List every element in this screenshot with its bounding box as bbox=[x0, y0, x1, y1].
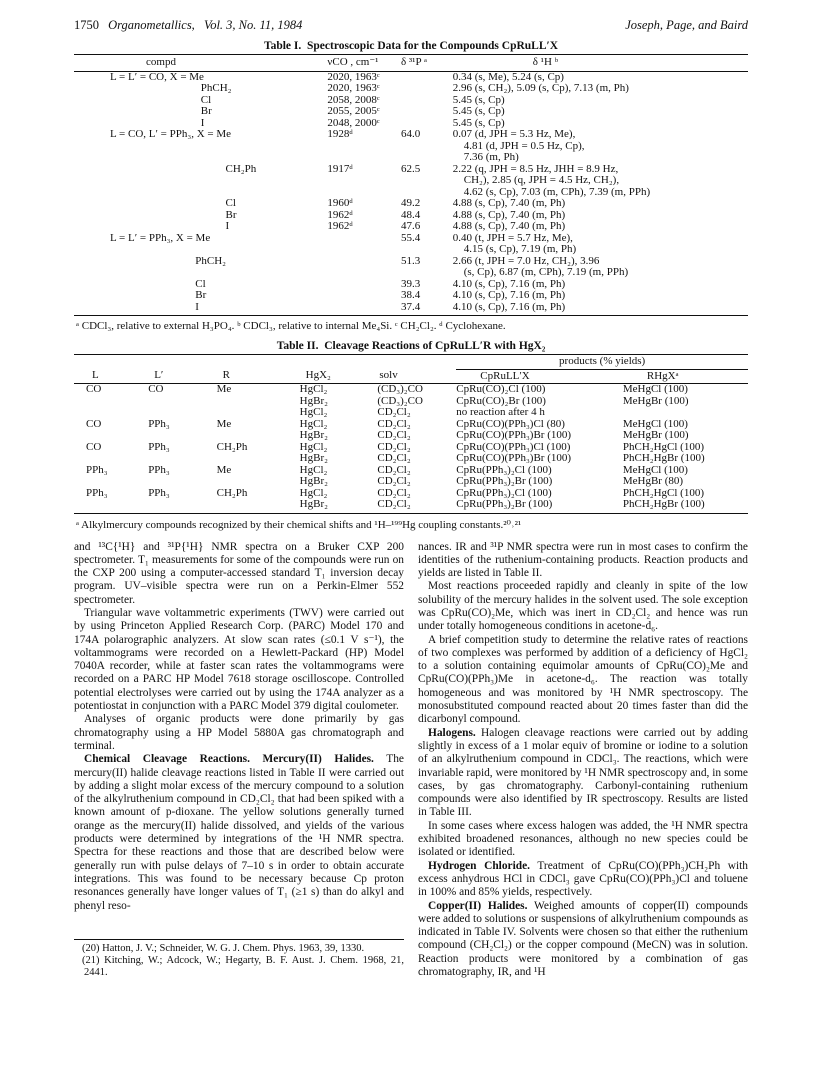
table2-row bbox=[74, 430, 748, 442]
table1-row bbox=[74, 233, 748, 256]
table2-cell: CpRu(CO)(PPh₃)Br (100) bbox=[456, 452, 572, 464]
reference: (20) Hatton, J. V.; Schneider, W. G. J. Chem. Phys. 1963, 39, 1330. bbox=[82, 942, 365, 954]
table2-cell bbox=[74, 396, 136, 408]
table1-cell: 1962ᵈ bbox=[327, 220, 353, 232]
table2-cell: MeHgBr (100) bbox=[622, 429, 689, 441]
table1-cell: 55.4 bbox=[400, 231, 421, 244]
table2-cell bbox=[74, 453, 136, 465]
table2-cell bbox=[205, 396, 288, 408]
table1-cell: 47.6 bbox=[400, 220, 421, 232]
table1-cell: 64.0 bbox=[400, 128, 421, 140]
table1-cell: 2.66 (t, JPH = 7.0 Hz, CH₂), 3.96 (s, Cp), 6.87 (m, CPh), 7.19 (m, PPh) bbox=[452, 254, 629, 278]
table2-cell: CpRu(CO)(PPh₃)Cl (100) bbox=[456, 440, 571, 453]
table2-cell: MeHgBr (80) bbox=[622, 475, 684, 487]
section-heading: Copper(II) Halides. bbox=[428, 899, 528, 912]
table1-cell bbox=[327, 233, 401, 256]
table2-cell: Me bbox=[216, 383, 232, 395]
table2-cell bbox=[136, 430, 204, 442]
table1-cell: Br bbox=[110, 208, 237, 221]
table2-cell bbox=[74, 476, 136, 488]
section-heading: Chemical Cleavage Reactions. Mercury(II) Halides. bbox=[84, 753, 374, 766]
table1-cell: 4.88 (s, Cp), 7.40 (m, Ph) bbox=[452, 220, 566, 232]
running-header bbox=[74, 18, 748, 36]
table2-cell: PPh₃ bbox=[86, 463, 108, 476]
reference: (21) Kitching, W.; Adcock, W.; Hegarty, B. F. Aust. J. Chem. 1968, 21, 2441. bbox=[82, 954, 404, 978]
table2-cell: CD₂Cl₂ bbox=[361, 499, 456, 513]
table2-cell: PhCH₂HgCl (100) bbox=[622, 440, 705, 453]
table2-cell: HgBr₂ bbox=[299, 394, 328, 407]
table1-cell: PhCH₂ bbox=[110, 82, 232, 94]
table2-cell: PhCH₂HgBr (100) bbox=[623, 499, 748, 513]
table2-cell bbox=[205, 430, 288, 442]
table1-cell: 5.45 (s, Cp) bbox=[452, 105, 505, 117]
table2-cell: HgBr₂ bbox=[299, 475, 328, 487]
table2-cell: CH₂Ph bbox=[216, 440, 248, 453]
table1-cell: Cl bbox=[110, 277, 206, 290]
table1-cell: I bbox=[110, 220, 230, 232]
table1-cell bbox=[401, 106, 453, 118]
table2-cell: PhCH₂HgCl (100) bbox=[622, 486, 705, 499]
table1-header-cell: δ ¹H ᵇ bbox=[453, 55, 748, 72]
table2-cell bbox=[136, 499, 204, 513]
table2-cell: MeHgBr (100) bbox=[622, 394, 689, 407]
table2-cell bbox=[136, 453, 204, 465]
journal-name: Organometallics, bbox=[108, 18, 195, 32]
paragraph: Copper(II) Halides. Weighed amounts of copper(II) compounds were added to solutions or suspensions of alkylruthenium compounds as indicated in Table IV. Solvents were chosen so that either the ruthenium compound (CH₂Cl₂) or the copper compound (MeCN) was in solution. Reaction products were monitored by a combination of gas chromatography, IR, and ¹H bbox=[418, 899, 748, 978]
table1-footnote: ᵃ CDCl₃, relative to external H₃PO₄. ᵇ CDCl₃, relative to internal Me₄Si. ᶜ CH₂Cl₂. ᵈ Cyclohexane. bbox=[76, 320, 506, 332]
table2-cell: CO bbox=[86, 383, 102, 395]
table2-cell bbox=[136, 396, 204, 408]
table1-cell bbox=[327, 279, 401, 291]
table2-cell: PPh₃ bbox=[148, 440, 170, 453]
table1-cell: 0.34 (s, Me), 5.24 (s, Cp) bbox=[452, 70, 564, 83]
table2-cell: MeHgCl (100) bbox=[622, 383, 688, 395]
table1-row bbox=[74, 106, 748, 118]
table2-cell: CD₂Cl₂ bbox=[377, 452, 411, 464]
paragraph: Analyses of organic products were done primarily by gas chromatography using a HP Model 5880A gas chromatograph and terminal. bbox=[74, 713, 404, 752]
table2-cell bbox=[205, 407, 288, 419]
paragraph: Chemical Cleavage Reactions. Mercury(II) Halides. The mercury(II) halide cleavage reactions listed in Table II were carried out by adding a slight molar excess of the mercury compound to a solution of the alkylruthenium compound in CD₂Cl₂ that had been spiked with a known amount of p-dioxane. The yellow solutions generally turned orange as the mercury(II) halide dissolved, and yields of the various products were determined by integrations of the ¹H NMR spectra. Spectra for these reactions and those that are described below were generally run with pulse delays of 7–10 s in order to obtain accurate integrations. This was found to be necessary because Cp proton resonances generally have longer values of T₁ (≥1 s) than do alkyl and phenyl reso- bbox=[74, 753, 404, 912]
paragraph: and ¹³C{¹H} and ³¹P{¹H} NMR spectra on a Bruker CXP 200 spectrometer. T₁ measurements for some of the compounds were run on the CXP 200 using a computer-accessed standard T₁ inversion decay program. UV–visible spectra were run on a Perkin-Elmer 552 spectrometer. bbox=[74, 540, 404, 606]
table1-row bbox=[74, 164, 748, 199]
table2-cell: PPh₃ bbox=[148, 486, 170, 499]
table2-header-cell: RHgXᵃ bbox=[623, 369, 748, 384]
table1-cell: L = CO, L′ = PPh₃, X = Me bbox=[110, 128, 232, 140]
table2-cell: CD₂Cl₂ bbox=[377, 440, 411, 453]
table1-row bbox=[74, 221, 748, 233]
section-heading: Halogens. bbox=[428, 726, 476, 739]
table1-cell bbox=[401, 83, 453, 95]
table2-header-cell: L bbox=[74, 369, 136, 384]
table2 bbox=[74, 354, 748, 514]
table2-cell: CH₂Ph bbox=[216, 486, 248, 499]
table2-cell: CpRu(CO)₂Br (100) bbox=[456, 394, 546, 407]
table1 bbox=[74, 54, 748, 316]
table1-cell bbox=[401, 95, 453, 107]
table1-cell: I bbox=[110, 116, 205, 129]
table2-cell bbox=[205, 476, 288, 488]
table1-cell: L = L′ = PPh₃, X = Me bbox=[110, 231, 211, 244]
table1-row bbox=[74, 290, 748, 302]
table1-row bbox=[74, 302, 748, 316]
table2-cell: HgBr₂ bbox=[288, 499, 362, 513]
table1-cell: 37.4 bbox=[401, 302, 453, 316]
table1-cell: CH₂Ph bbox=[110, 162, 257, 175]
table1-cell: 5.45 (s, Cp) bbox=[452, 116, 505, 129]
table1-cell: 39.3 bbox=[400, 277, 421, 290]
table2-cell: CO bbox=[86, 417, 102, 430]
table2-cell: Me bbox=[216, 417, 232, 430]
table1-cell: 38.4 bbox=[400, 289, 421, 301]
table2-cell: CO bbox=[86, 440, 102, 453]
table1-cell: 2.96 (s, CH₂), 5.09 (s, Cp), 7.13 (m, Ph) bbox=[452, 82, 629, 94]
table2-cell: CpRu(CO)₂Cl (100) bbox=[456, 383, 546, 395]
table2-cell bbox=[74, 499, 136, 513]
table2-cell: CD₂Cl₂ bbox=[377, 406, 411, 418]
table2-row bbox=[74, 499, 748, 513]
table1-cell: 48.4 bbox=[400, 208, 421, 221]
table1-caption: Table I. Spectroscopic Data for the Compounds CpRuLL′X bbox=[263, 40, 559, 52]
table2-cell bbox=[136, 407, 204, 419]
table2-group-header: products (% yields) bbox=[456, 355, 748, 370]
table2-cell: no reaction after 4 h bbox=[456, 406, 545, 418]
table2-header-cell: HgX₂ bbox=[288, 369, 362, 384]
table2-cell bbox=[205, 453, 288, 465]
table1-cell: 49.2 bbox=[400, 197, 421, 209]
table1-cell: 4.10 (s, Cp), 7.16 (m, Ph) bbox=[453, 302, 748, 316]
table2-cell bbox=[74, 407, 136, 419]
table1-cell: 1962ᵈ bbox=[327, 208, 353, 221]
table1-cell: 1960ᵈ bbox=[327, 197, 353, 209]
table1-row bbox=[74, 256, 748, 279]
table1-cell bbox=[327, 290, 401, 302]
table2-header-cell: CpRuLL′X bbox=[456, 369, 623, 384]
table1-cell: 0.40 (t, JPH = 5.7 Hz, Me), 4.15 (s, Cp), 7.19 (m, Ph) bbox=[452, 231, 577, 255]
table2-cell: PPh₃ bbox=[148, 417, 170, 430]
table1-cell: 4.88 (s, Cp), 7.40 (m, Ph) bbox=[452, 208, 566, 221]
table1-cell: PhCH₂ bbox=[110, 254, 226, 267]
table1-row bbox=[74, 83, 748, 95]
table1-cell: 1917ᵈ bbox=[327, 162, 353, 175]
table2-cell: HgCl₂ bbox=[299, 383, 328, 395]
authors: Joseph, Page, and Baird bbox=[625, 18, 748, 32]
table2-cell bbox=[623, 407, 748, 419]
journal-volume: Vol. 3, No. 11, 1984 bbox=[203, 18, 303, 32]
table2-cell: CD₂Cl₂ bbox=[377, 429, 411, 441]
body-columns bbox=[74, 541, 748, 980]
section-heading: Hydrogen Chloride. bbox=[428, 859, 530, 872]
table1-row bbox=[74, 198, 748, 210]
table2-cell: HgBr₂ bbox=[299, 429, 328, 441]
table2-row bbox=[74, 396, 748, 408]
right-column bbox=[418, 541, 748, 980]
table1-cell: I bbox=[74, 302, 327, 316]
journal-page bbox=[74, 18, 748, 979]
table2-row bbox=[74, 384, 748, 396]
table2-cell: HgCl₂ bbox=[299, 440, 328, 453]
table1-cell bbox=[327, 256, 401, 279]
table1-cell: 51.3 bbox=[400, 254, 421, 267]
table1-cell: Br bbox=[110, 105, 212, 117]
table2-cell: CD₂Cl₂ bbox=[377, 486, 411, 499]
table1-row bbox=[74, 129, 748, 164]
table2-cell: CO bbox=[148, 383, 164, 395]
table2-cell: CD₂Cl₂ bbox=[377, 475, 411, 487]
table1-cell: 2058, 2008ᶜ bbox=[327, 93, 380, 106]
table1-cell: 2055, 2005ᶜ bbox=[327, 105, 380, 117]
table1-cell: 0.07 (d, JPH = 5.3 Hz, Me), 4.81 (d, JPH = 0.5 Hz, Cp), 7.36 (m, Ph) bbox=[452, 128, 585, 163]
table1-cell bbox=[401, 71, 453, 83]
table1-cell: L = L′ = CO, X = Me bbox=[110, 70, 204, 83]
table2-header-cell: R bbox=[205, 369, 288, 384]
table1-header-cell: compd bbox=[74, 55, 327, 72]
table2-cell: CpRu(PPh₃)₂Br (100) bbox=[456, 475, 553, 487]
references bbox=[74, 939, 404, 979]
table2-cell: (CD₃)₂CO bbox=[377, 394, 423, 407]
table2-cell: MeHgCl (100) bbox=[622, 417, 688, 430]
table2-row bbox=[74, 407, 748, 419]
table1-cell: 2020, 1963ᶜ bbox=[327, 70, 380, 83]
table1-cell: Br bbox=[110, 289, 207, 301]
table2-cell: HgBr₂ bbox=[299, 452, 328, 464]
table2-cell: PPh₃ bbox=[86, 486, 108, 499]
table2-header-cell: L′ bbox=[136, 369, 204, 384]
paragraph: In some cases where excess halogen was added, the ¹H NMR spectra exhibited broadened resonances, although no new species could be isolated or identified. bbox=[418, 819, 748, 859]
page-number: 1750 bbox=[74, 18, 99, 32]
table2-cell: HgCl₂ bbox=[299, 406, 328, 418]
table2-cell: CD₂Cl₂ bbox=[377, 417, 411, 430]
table1-cell: 4.10 (s, Cp), 7.16 (m, Ph) bbox=[452, 289, 566, 301]
paragraph: Triangular wave voltammetric experiments (TWV) were carried out by using Princeton Applied Research Corp. (PARC) Model 170 and 174A polarographic analyzers. At slow scan rates (≤0.1 V s⁻¹), the voltammograms were recorded on a Hewlett-Packard (HP) Model 7040A recorder, while at faster scan rates the voltammograms were recorded on a PARC HP Model 7618 storage oscilloscope. Controlled potential electrolyses were carried out by using the 174A analyzer as a potentiostat in conjunction with a PARC Model 379 digital coulometer. bbox=[74, 606, 404, 713]
table1-cell: 2020, 1963ᶜ bbox=[327, 82, 380, 94]
table1-header-cell: νCO , cm⁻¹ bbox=[327, 55, 401, 72]
table2-cell: PPh₃ bbox=[148, 463, 170, 476]
table2-cell bbox=[205, 499, 288, 513]
table2-cell: HgCl₂ bbox=[299, 417, 328, 430]
paragraph: Hydrogen Chloride. Treatment of CpRu(CO)(PPh₃)CH₂Ph with excess anhydrous HCl in CDCl₃ gave CpRu(CO)(PPh₃)Cl and toluene in 100% and 85% yields, respectively. bbox=[418, 859, 748, 899]
table1-cell: Cl bbox=[110, 197, 236, 209]
table1-cell: 2.22 (q, JPH = 8.5 Hz, JHH = 8.9 Hz, CH₂), 2.85 (q, JPH = 4.5 Hz, CH₂), 4.62 (s, Cp), 7.03 (m, CPh), 7.39 (m, PPh) bbox=[452, 162, 651, 198]
paragraph: A brief competition study to determine the relative rates of reactions of two complexes was performed by addition of a deficiency of HgCl₂ to a solution containing equimolar amounts of CpRu(CO)₂Me and CpRu(CO)(PPh₃)Me in acetone-d₆. The reaction was totally homogeneous and was monitored by ¹H NMR spectroscopy. The monosubstituted compound reacted about 20 times faster than did the dicarbonyl compound. bbox=[418, 633, 748, 726]
table2-row bbox=[74, 453, 748, 465]
table1-cell: 5.45 (s, Cp) bbox=[452, 93, 505, 106]
table2-cell: CpRu(PPh₃)₂Cl (100) bbox=[456, 463, 552, 476]
table2-footnote: ᵃ Alkylmercury compounds recognized by their chemical shifts and ¹H–¹⁹⁹Hg coupling constants.²⁰˒²¹ bbox=[76, 518, 522, 531]
table2-cell: CpRu(PPh₃)₂Br (100) bbox=[456, 499, 623, 513]
table1-header-cell: δ ³¹P ᵃ bbox=[401, 55, 453, 72]
table2-cell: (CD₃)₂CO bbox=[377, 383, 423, 395]
table2-cell: MeHgCl (100) bbox=[622, 463, 688, 476]
table1-cell bbox=[327, 302, 401, 316]
table2-cell: CpRu(CO)(PPh₃)Cl (80) bbox=[456, 417, 565, 430]
table2-cell: CpRu(CO)(PPh₃)Br (100) bbox=[456, 429, 572, 441]
table1-cell: 4.10 (s, Cp), 7.16 (m, Ph) bbox=[452, 277, 566, 290]
table1-cell: 2048, 2000ᶜ bbox=[327, 116, 380, 129]
paragraph: Most reactions proceeded rapidly and cleanly in spite of the low solubility of the mercury halides in the solvent used. The sole exception was CpRu(CO)₂Me, which was inert in CD₂Cl₂ and hence was run under totally homogeneous conditions in acetone-d₆. bbox=[418, 580, 748, 633]
table2-caption: Table II. Cleavage Reactions of CpRuLL′R with HgX₂ bbox=[276, 340, 546, 352]
table2-header-cell: solv bbox=[361, 369, 456, 384]
table1-cell: Cl bbox=[110, 93, 212, 106]
table1-cell: 62.5 bbox=[400, 162, 421, 175]
table2-row bbox=[74, 476, 748, 488]
table2-cell: HgCl₂ bbox=[299, 486, 328, 499]
paragraph: Halogens. Halogen cleavage reactions were carried out by adding slightly in excess of a 1 molar equiv of bromine or iodine to a solution of an alkylruthenium compound in CDCl₃. The reactions, which were invariable rapid, were monitored by ¹H NMR spectroscopy and, in some cases, by gas chromatography. Carbonyl-containing ruthenium compounds were also identified by IR spectroscopy. Results are listed in Table III. bbox=[418, 726, 748, 819]
table2-cell: Me bbox=[216, 463, 232, 476]
paragraph: nances. IR and ³¹P NMR spectra were run in most cases to confirm the identities of the ruthenium-containing products. Reaction products and yields are listed in Table II. bbox=[418, 540, 748, 580]
table1-cell: 4.88 (s, Cp), 7.40 (m, Ph) bbox=[452, 197, 566, 209]
table2-cell: CpRu(PPh₃)₂Cl (100) bbox=[456, 486, 552, 499]
table2-cell: CD₂Cl₂ bbox=[377, 463, 411, 476]
table1-cell: 1928ᵈ bbox=[327, 128, 353, 140]
table2-cell: PhCH₂HgBr (100) bbox=[622, 452, 705, 464]
table2-cell bbox=[74, 430, 136, 442]
table2-cell: HgCl₂ bbox=[299, 463, 328, 476]
left-column bbox=[74, 541, 404, 980]
table2-cell bbox=[136, 476, 204, 488]
